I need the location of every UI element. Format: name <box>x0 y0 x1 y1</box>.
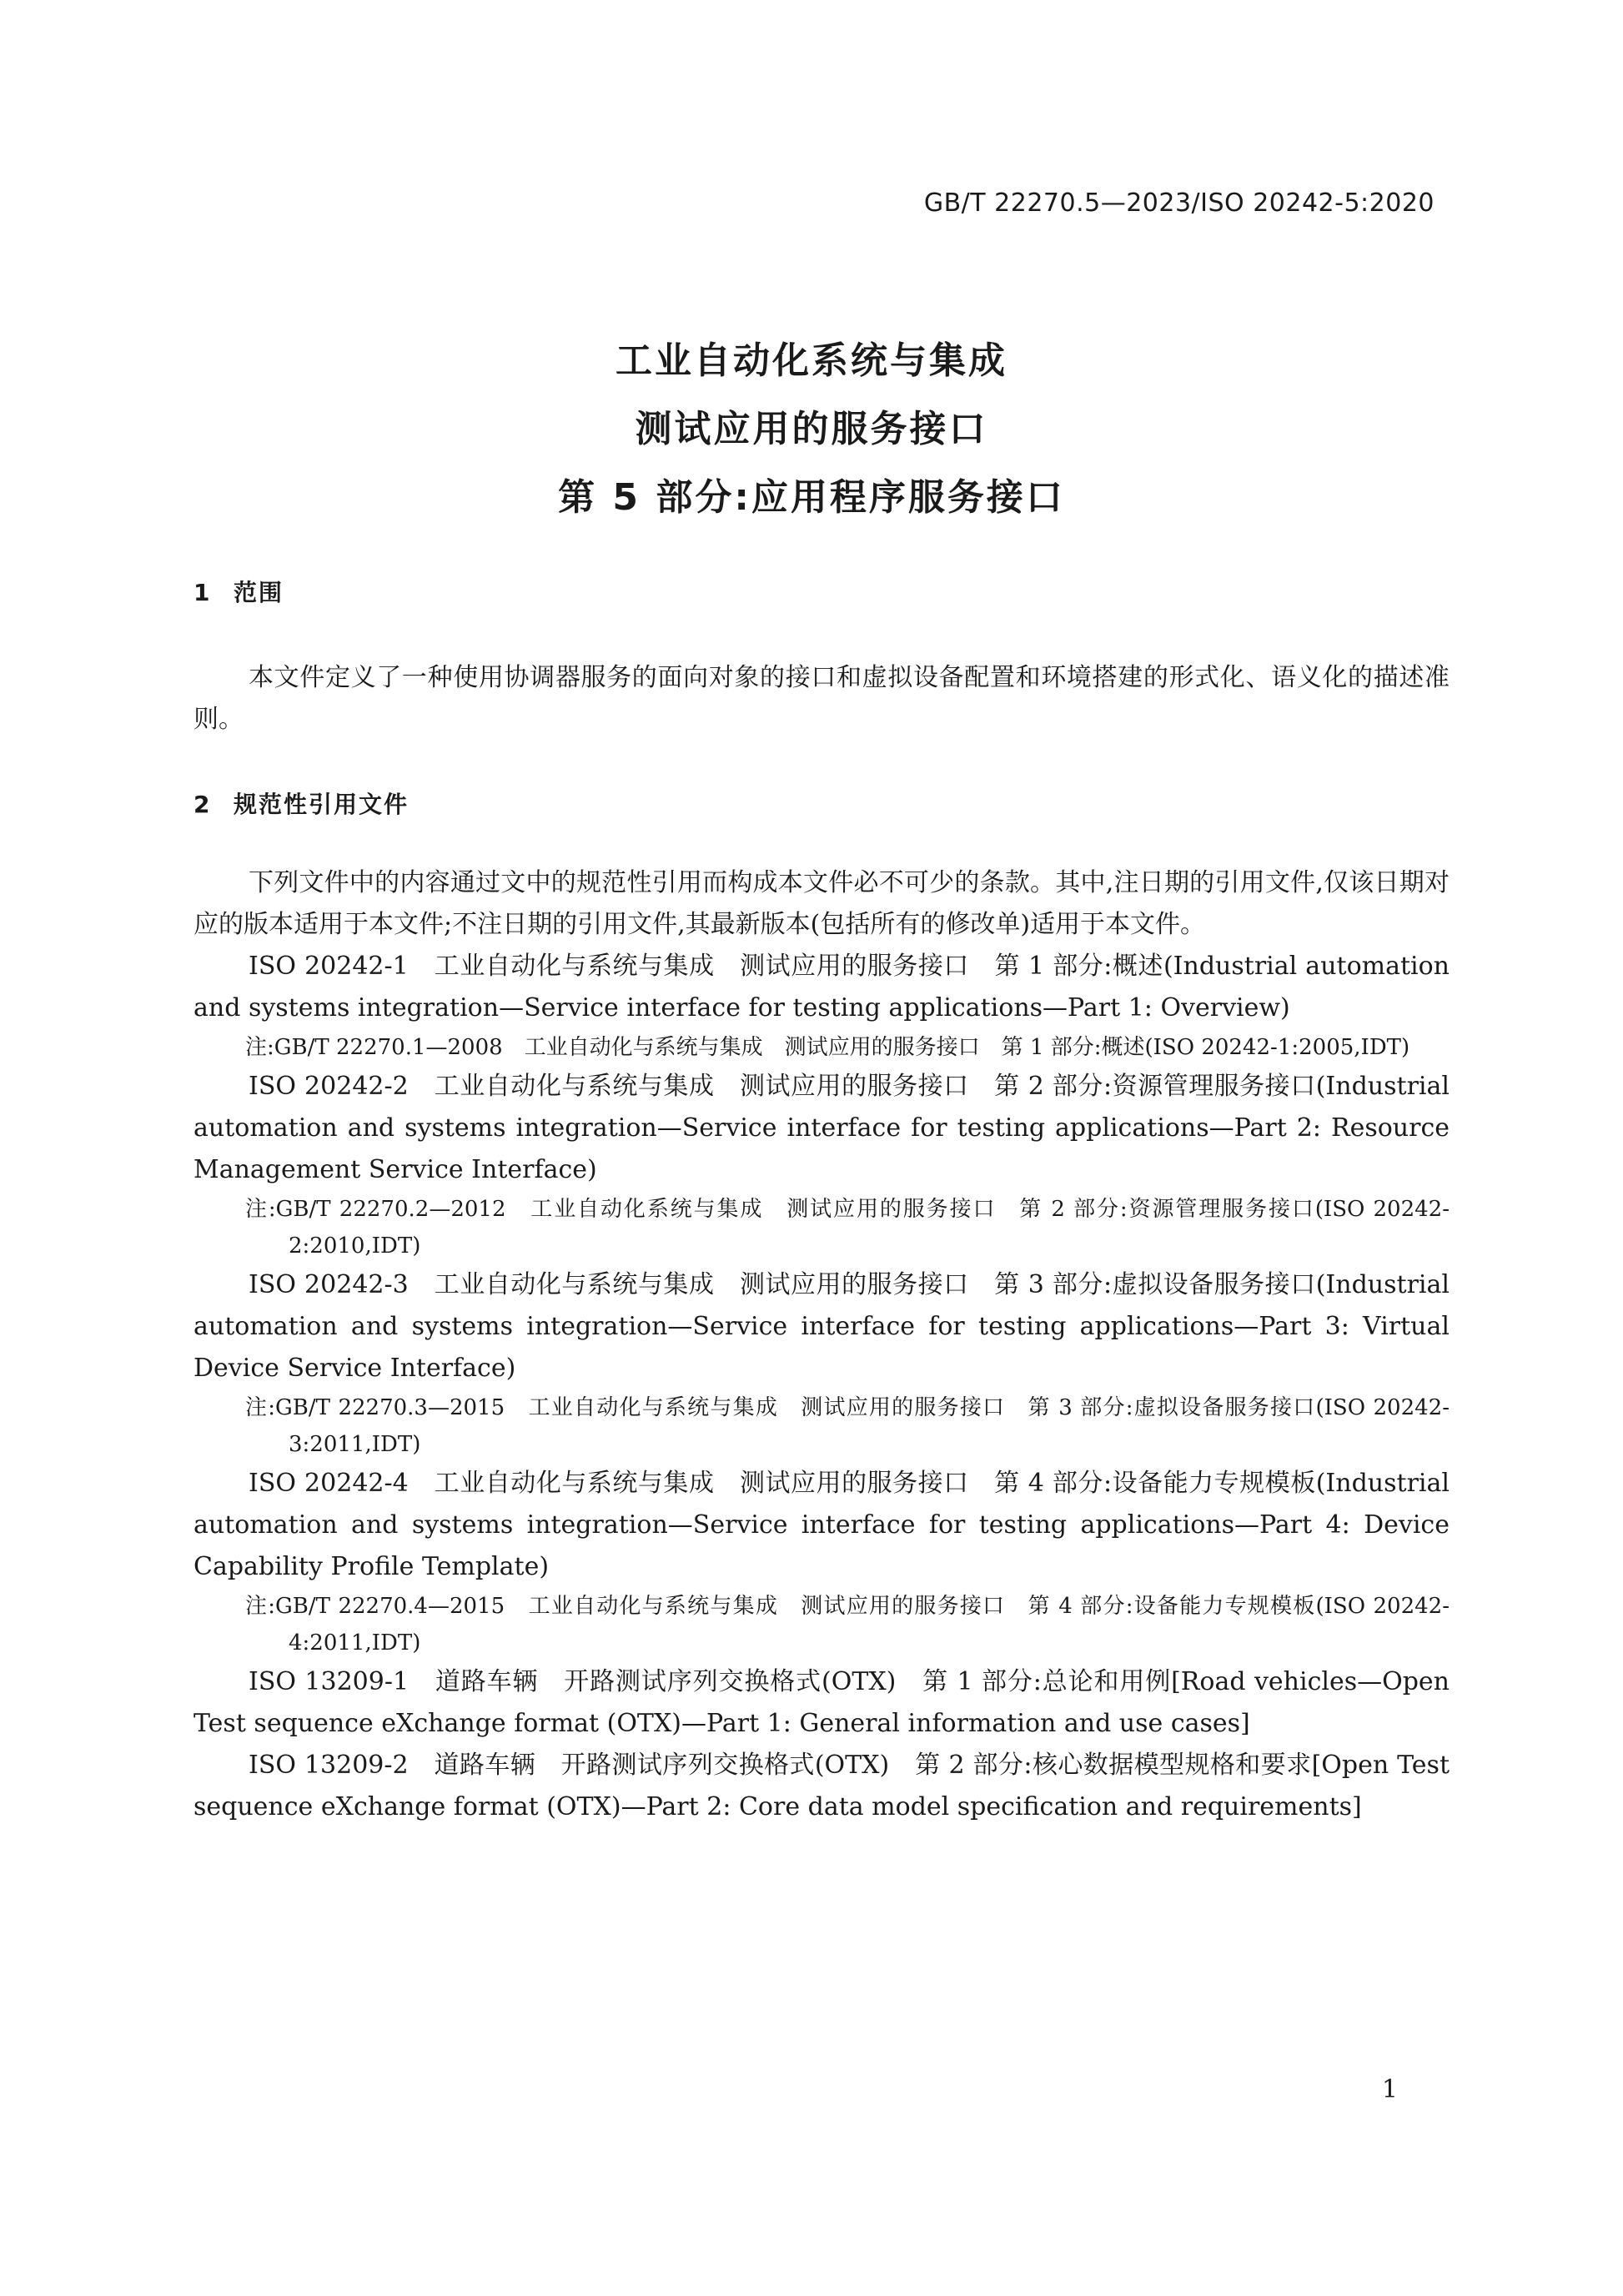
title-line-2: 测试应用的服务接口 <box>635 408 988 450</box>
scope-paragraph: 本文件定义了一种使用协调器服务的面向对象的接口和虚拟设备配置和环境搭建的形式化、语义化的描述准则。 <box>193 663 1450 734</box>
reference-note: 注:GB/T 22270.4—2015 工业自动化与系统与集成 测试应用的服务接口 第 4 部分:设备能力专规模板(ISO 20242-4:2011,IDT) <box>245 1594 1450 1655</box>
title-line-1: 工业自动化系统与集成 <box>616 339 1007 382</box>
section-heading-text: 范围 <box>234 579 284 606</box>
reference-note: 注:GB/T 22270.2—2012 工业自动化系统与集成 测试应用的服务接口 第 2 部分:资源管理服务接口(ISO 20242-2:2010,IDT) <box>245 1197 1450 1259</box>
title-line-3: 第 5 部分:应用程序服务接口 <box>558 476 1065 519</box>
reference-item: ISO 20242-2 工业自动化与系统与集成 测试应用的服务接口 第 2 部分:资源管理服务接口(Industrial automation and systems integration—Service interface for testing applications—Part 2: Resource Management Service Interface) <box>193 1072 1450 1184</box>
reference-item: ISO 20242-3 工业自动化与系统与集成 测试应用的服务接口 第 3 部分:虚拟设备服务接口(Industrial automation and systems integration—Service interface for testing applications—Part 3: Virtual Device Service Interface) <box>193 1270 1450 1383</box>
document-title <box>0 327 1623 532</box>
reference-note: 注:GB/T 22270.3—2015 工业自动化与系统与集成 测试应用的服务接口 第 3 部分:虚拟设备服务接口(ISO 20242-3:2011,IDT) <box>245 1395 1450 1457</box>
reference-item: ISO 13209-2 道路车辆 开路测试序列交换格式(OTX) 第 2 部分:核心数据模型规格和要求[Open Test sequence eXchange format (OTX)—Part 2: Core data model specification and requirements] <box>193 1751 1450 1821</box>
page-number: 1 <box>1381 2075 1398 2104</box>
section-heading-scope <box>193 572 1450 614</box>
document-body <box>193 572 1450 1828</box>
section-heading-text: 规范性引用文件 <box>234 791 410 818</box>
document-code: GB/T 22270.5—2023/ISO 20242-5:2020 <box>923 188 1435 218</box>
section-number: 2 <box>193 791 212 818</box>
section-number: 1 <box>193 579 212 606</box>
section-heading-normative-references <box>193 784 1450 826</box>
reference-item: ISO 20242-4 工业自动化与系统与集成 测试应用的服务接口 第 4 部分:设备能力专规模板(Industrial automation and systems integration—Service interface for testing applications—Part 4: Device Capability Profile Template) <box>193 1469 1450 1581</box>
reference-item: ISO 20242-1 工业自动化与系统与集成 测试应用的服务接口 第 1 部分:概述(Industrial automation and systems integration—Service interface for testing applications—Part 1: Overview) <box>193 952 1450 1022</box>
references-intro: 下列文件中的内容通过文中的规范性引用而构成本文件必不可少的条款。其中,注日期的引用文件,仅该日期对应的版本适用于本文件;不注日期的引用文件,其最新版本(包括所有的修改单)适用于本文件。 <box>193 868 1450 939</box>
reference-item: ISO 13209-1 道路车辆 开路测试序列交换格式(OTX) 第 1 部分:总论和用例[Road vehicles—Open Test sequence eXchange format (OTX)—Part 1: General information and use cases] <box>193 1667 1450 1738</box>
reference-note: 注:GB/T 22270.1—2008 工业自动化与系统与集成 测试应用的服务接口 第 1 部分:概述(ISO 20242-1:2005,IDT) <box>245 1035 1410 1060</box>
